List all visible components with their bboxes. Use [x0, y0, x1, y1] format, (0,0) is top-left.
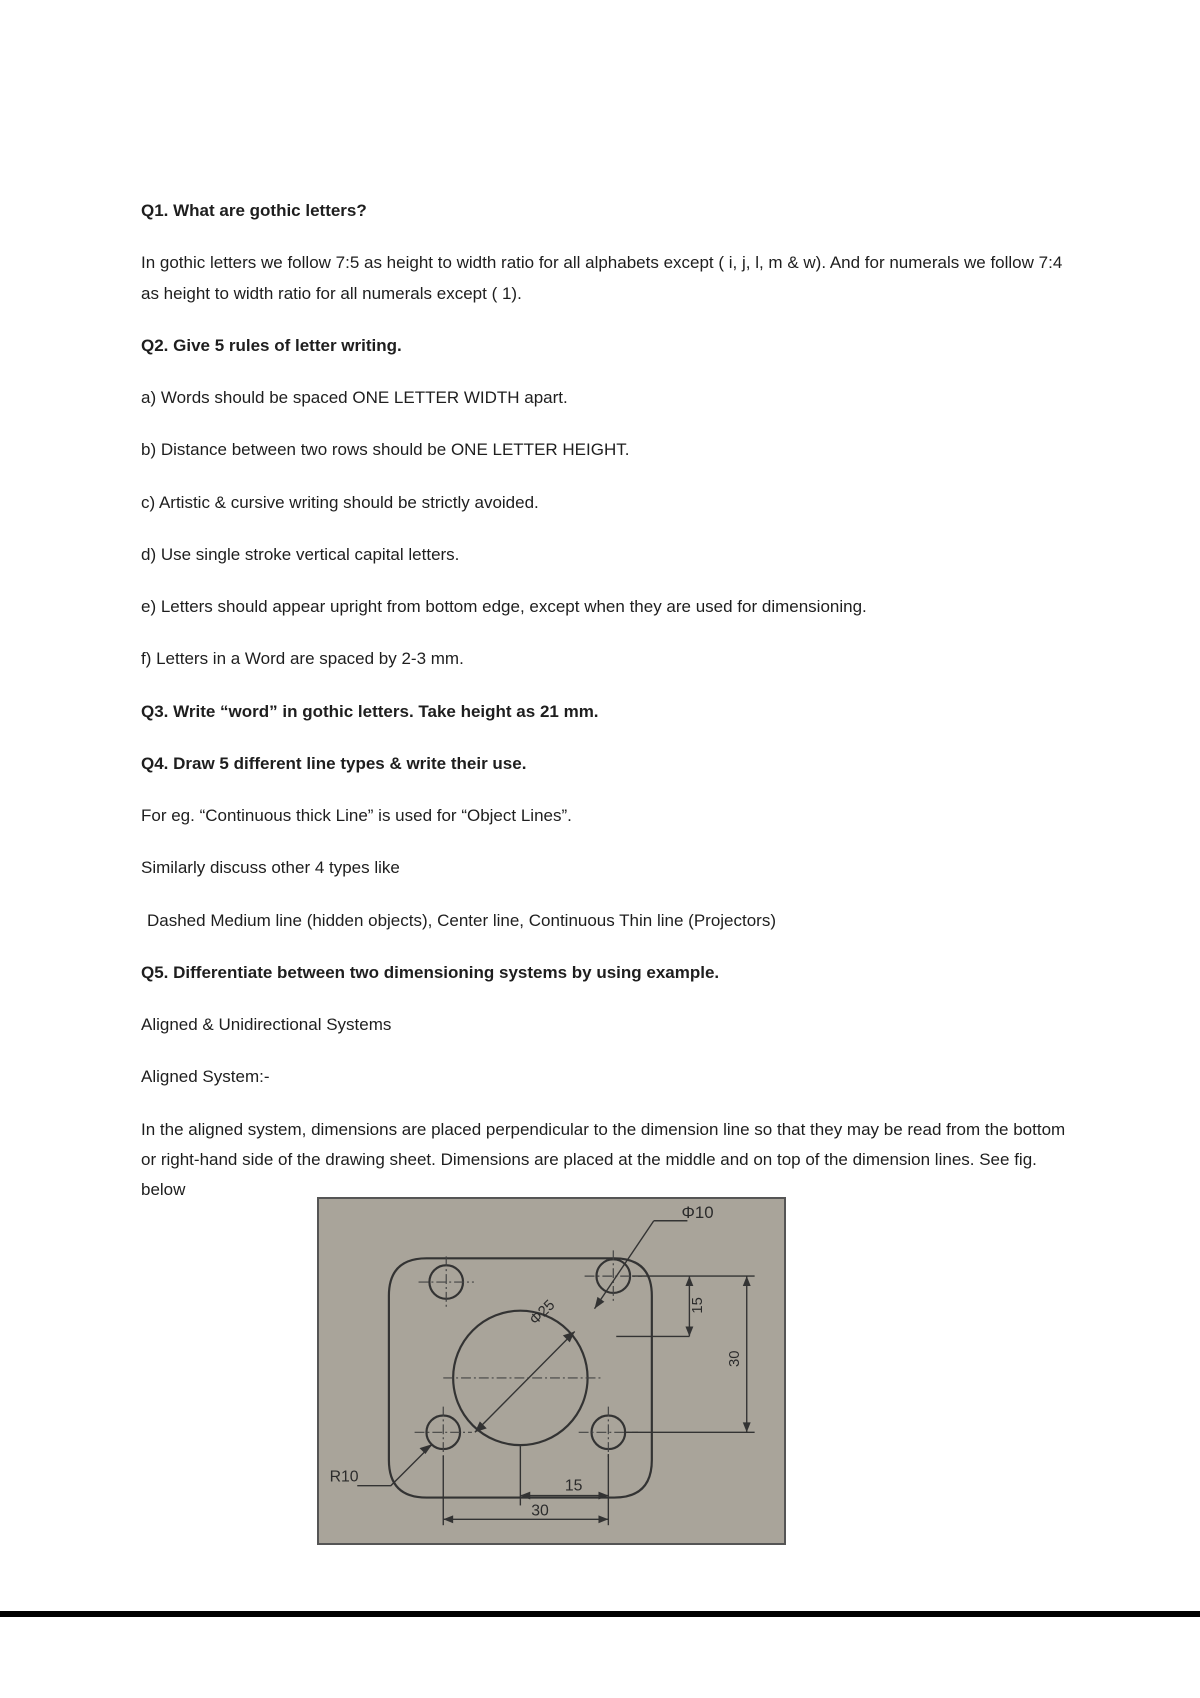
question-2-title: Q2. Give 5 rules of letter writing. — [141, 335, 402, 355]
label-15-horizontal: 15 — [564, 1477, 583, 1495]
diameter-25-leader — [475, 1331, 575, 1432]
line-type-intro: Similarly discuss other 4 types like — [141, 858, 400, 878]
dimension-drawing — [319, 1199, 784, 1543]
question-1-answer: In gothic letters we follow 7:5 as height to width ratio for all alphabets except ( i, j, l, m & w). And for numerals we follow 7:4 as height to width ratio for all numerals except ( 1). — [141, 253, 1063, 303]
question-5-title: Q5. Differentiate between two dimensioning systems by using example. — [141, 962, 720, 982]
question-1-title: Q1. What are gothic letters? — [141, 201, 367, 220]
aligned-system-paragraph: In the aligned system, dimensions are placed perpendicular to the dimension line so that they may be read from the bottom or right-hand side of the drawing sheet. Dimensions are placed at the middle and on top of the dimension lines. See fig. below — [141, 1119, 1066, 1199]
label-phi10: Φ10 — [681, 1202, 714, 1222]
rule-a: a) Words should be spaced ONE LETTER WIDTH apart. — [141, 388, 568, 407]
rule-e: e) Letters should appear upright from bottom edge, except when they are used for dimensioning. — [141, 597, 867, 616]
label-30-horizontal: 30 — [531, 1502, 549, 1520]
label-15-vertical: 15 — [690, 1297, 707, 1314]
aligned-system-heading: Aligned System:- — [141, 1067, 270, 1087]
bottom-rule — [0, 1611, 1200, 1617]
line-type-list: Dashed Medium line (hidden objects), Center line, Continuous Thin line (Projectors) — [147, 910, 776, 930]
line-type-example: For eg. “Continuous thick Line” is used for “Object Lines”. — [141, 806, 572, 825]
diameter-10-leader — [595, 1221, 654, 1309]
radius-10-leader — [357, 1444, 432, 1486]
document-body — [141, 196, 1071, 1227]
aligned-dimensioning-figure — [317, 1197, 786, 1545]
question-5-subtitle: Aligned & Unidirectional Systems — [141, 1015, 392, 1034]
label-30-vertical: 30 — [726, 1350, 743, 1368]
rule-b: b) Distance between two rows should be ONE LETTER HEIGHT. — [141, 440, 630, 460]
rule-f: f) Letters in a Word are spaced by 2-3 mm. — [141, 649, 464, 669]
rule-c: c) Artistic & cursive writing should be strictly avoided. — [141, 492, 539, 512]
label-phi25: Φ25 — [526, 1297, 559, 1329]
question-3-title: Q3. Write “word” in gothic letters. Take height as 21 mm. — [141, 701, 599, 721]
rule-d: d) Use single stroke vertical capital letters. — [141, 544, 460, 564]
label-r10: R10 — [329, 1468, 359, 1486]
question-4-title: Q4. Draw 5 different line types & write their use. — [141, 753, 527, 773]
